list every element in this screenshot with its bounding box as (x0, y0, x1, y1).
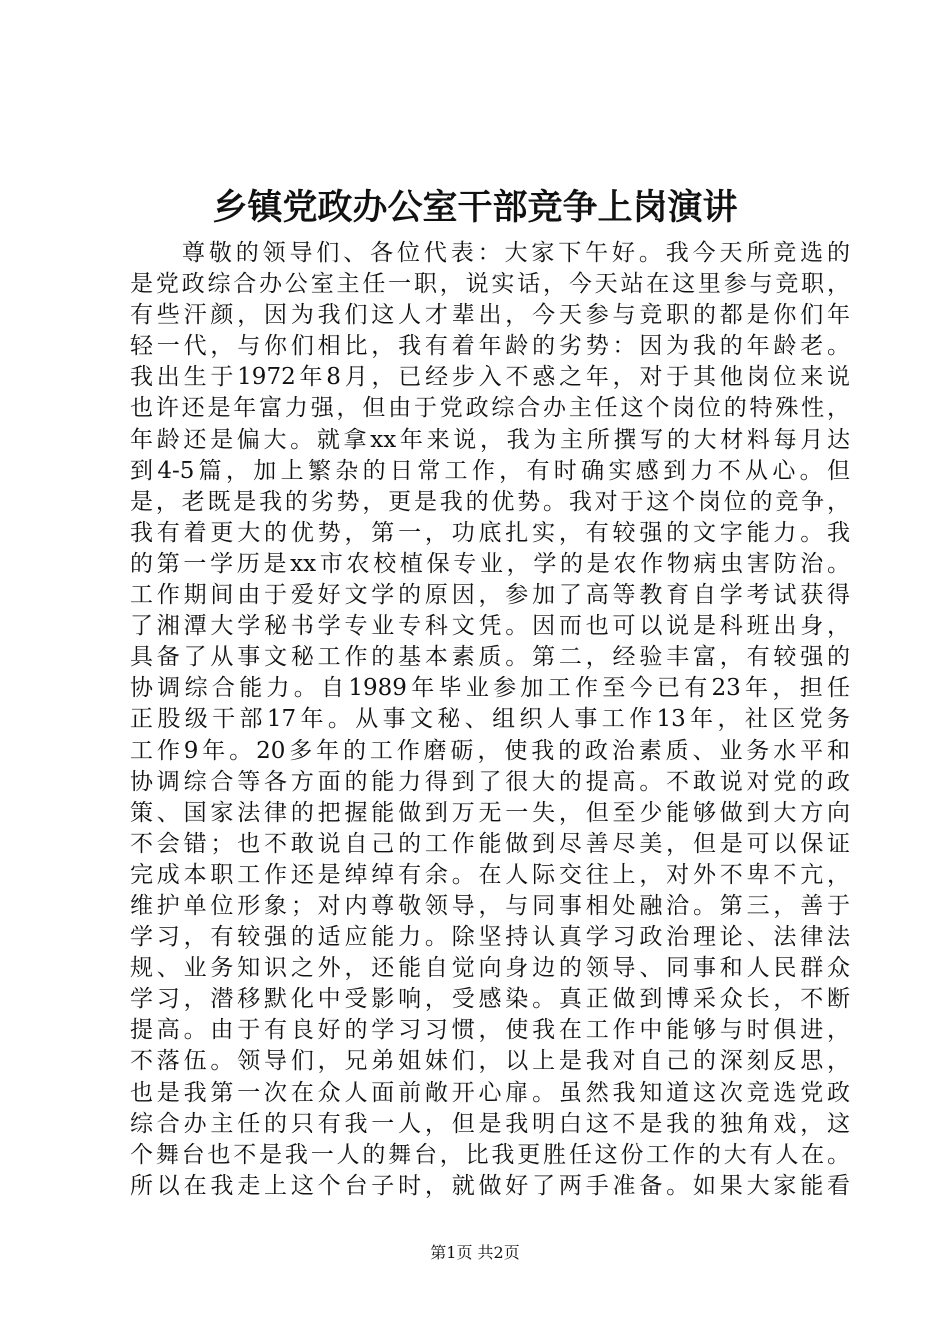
body-line: 尊敬的领导们、各位代表：大家下午好。我今天所竞选的 (182, 240, 850, 266)
body-line: 不落伍。领导们，兄弟姐妹们，以上是我对自己的深刻反思， (130, 1048, 850, 1075)
body-line: 我有着更大的优势，第一，功底扎实，有较强的文字能力。我 (130, 519, 850, 546)
document-title: 乡镇党政办公室干部竞争上岗演讲 (212, 187, 738, 228)
body-line: 协调综合等各方面的能力得到了很大的提高。不敢说对党的政 (130, 768, 850, 795)
body-line: 学习，潜移默化中受影响，受感染。真正做到博采众长，不断 (130, 986, 850, 1013)
body-line: 我出生于1972年8月，已经步入不惑之年，对于其他岗位来说 (130, 364, 850, 391)
body-line: 不会错；也不敢说自己的工作能做到尽善尽美，但是可以保证 (130, 830, 850, 857)
body-line: 轻一代，与你们相比，我有着年龄的劣势：因为我的年龄老。 (130, 333, 850, 360)
body-line: 有些汗颜，因为我们这人才辈出，今天参与竞职的都是你们年 (130, 302, 850, 329)
body-line: 也许还是年富力强，但由于党政综合办主任这个岗位的特殊性， (130, 395, 850, 422)
body-line: 规、业务知识之外，还能自觉向身边的领导、同事和人民群众 (130, 955, 850, 982)
body-line: 是党政综合办公室主任一职，说实话，今天站在这里参与竞职， (130, 271, 850, 298)
body-line: 完成本职工作还是绰绰有余。在人际交往上，对外不卑不亢， (130, 861, 850, 888)
body-line: 所以在我走上这个台子时，就做好了两手准备。如果大家能看 (130, 1172, 850, 1199)
body-line: 年龄还是偏大。就拿xx年来说，我为主所撰写的大材料每月达 (130, 426, 850, 453)
body-line: 也是我第一次在众人面前敞开心扉。虽然我知道这次竞选党政 (130, 1079, 850, 1106)
body-line: 策、国家法律的把握能做到万无一失，但至少能够做到大方向 (130, 799, 850, 826)
body-line: 协调综合能力。自1989年毕业参加工作至今已有23年，担任 (130, 675, 850, 702)
body-line: 的第一学历是xx市农校植保专业，学的是农作物病虫害防治。 (130, 550, 850, 577)
body-line: 了湘潭大学秘书学专业专科文凭。因而也可以说是科班出身， (130, 613, 850, 640)
body-line: 综合办主任的只有我一人，但是我明白这不是我的独角戏，这 (130, 1110, 850, 1137)
body-line: 个舞台也不是我一人的舞台，比我更胜任这份工作的大有人在。 (130, 1141, 850, 1168)
body-line: 工作期间由于爱好文学的原因，参加了高等教育自学考试获得 (130, 582, 850, 609)
body-line: 提高。由于有良好的学习习惯，使我在工作中能够与时俱进， (130, 1017, 850, 1044)
body-line: 维护单位形象；对内尊敬领导，与同事相处融洽。第三，善于 (130, 892, 850, 919)
body-line: 工作9年。20多年的工作磨砺，使我的政治素质、业务水平和 (130, 737, 850, 764)
body-line: 具备了从事文秘工作的基本素质。第二，经验丰富，有较强的 (130, 644, 850, 671)
page-number-footer: 第1页 共2页 (430, 1243, 520, 1262)
body-line: 学习，有较强的适应能力。除坚持认真学习政治理论、法律法 (130, 924, 850, 951)
body-line: 正股级干部17年。从事文秘、组织人事工作13年，社区党务 (130, 706, 850, 733)
speech-body (130, 238, 850, 1202)
body-line: 是，老既是我的劣势，更是我的优势。我对于这个岗位的竞争， (130, 488, 850, 515)
body-line: 到4-5篇，加上繁杂的日常工作，有时确实感到力不从心。但 (130, 457, 850, 484)
